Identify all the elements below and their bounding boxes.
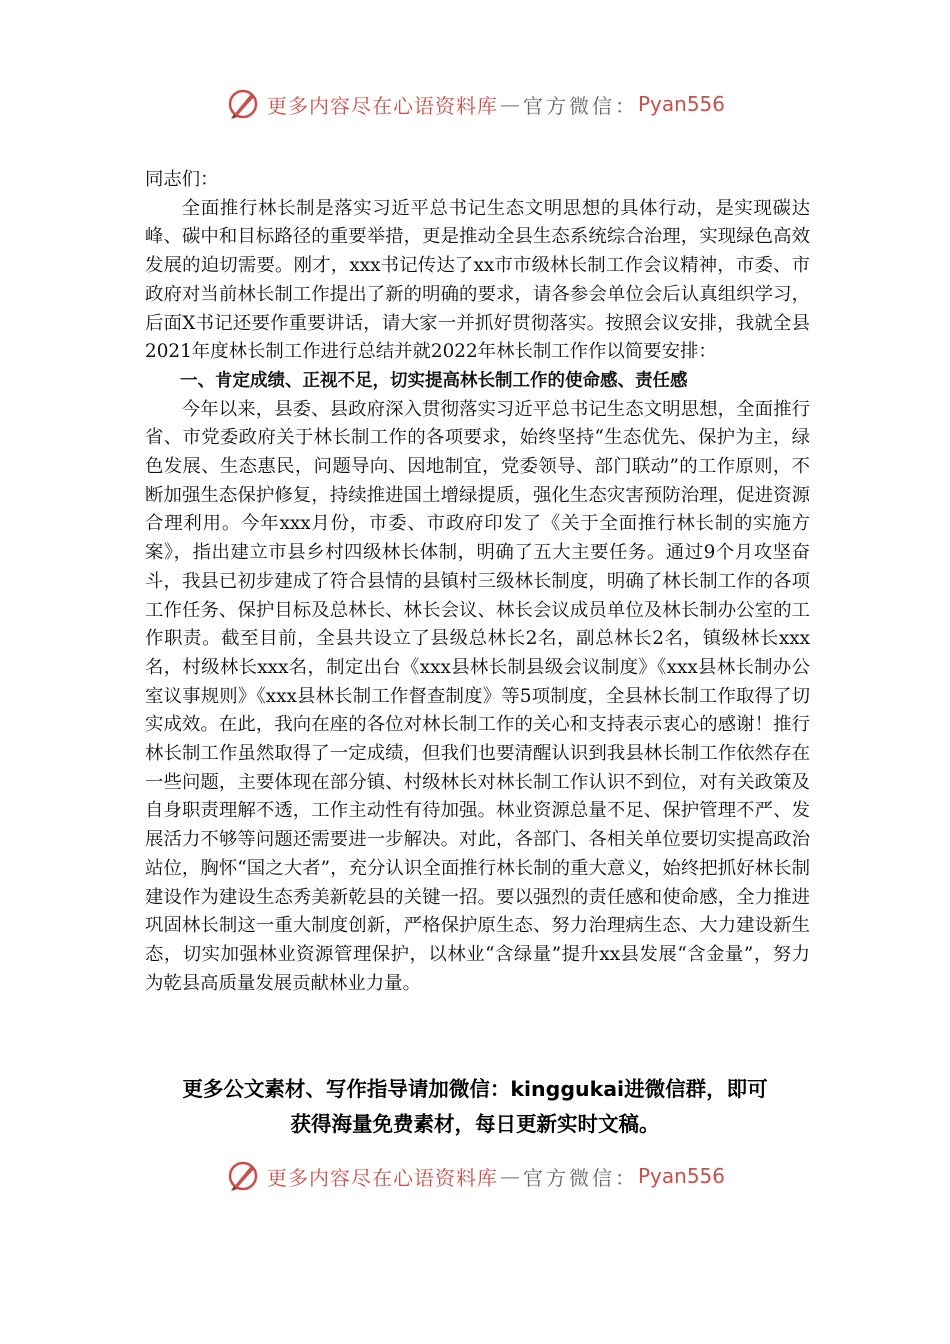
section-heading-1: 一、肯定成绩、正视不足，切实提高林长制工作的使命感、责任感: [180, 370, 688, 391]
banner-brand-text: 更多内容尽在心语资料库: [266, 93, 498, 118]
pen-circle-logo-icon: [225, 86, 261, 122]
promo-line-1: 更多公文素材、写作指导请加微信：kinggukai进微信群，即可: [182, 1077, 768, 1101]
banner-wechat-id: Pyan556: [637, 92, 725, 116]
promo-notice: [120, 1072, 830, 1142]
banner-dash: —: [499, 1164, 521, 1188]
banner-official-text: 官方微信：: [522, 1165, 638, 1190]
salutation: 同志们：: [145, 169, 219, 190]
banner-wechat-id: Pyan556: [637, 1164, 725, 1188]
banner-dash: —: [499, 92, 521, 116]
banner-official-text: 官方微信：: [522, 93, 638, 118]
intro-paragraph: 全面推行林长制是落实习近平总书记生态文明思想的具体行动，是实现碳达峰、碳中和目标路径的重要举措，更是推动全县生态系统综合治理，实现绿色高效发展的迫切需要。刚才，xxx书记传达了xx市市级林长制工作会议精神，市委、市政府对当前林长制工作提出了新的明确的要求，请各参会单位会后认真组织学习，后面X书记还要作重要讲话，请大家一并抓好贯彻落实。按照会议安排，我就全县2021年度林长制工作进行总结并就2022年林长制工作作以简要安排：: [145, 197, 810, 363]
document-body: [145, 166, 810, 998]
banner-brand-text: 更多内容尽在心语资料库: [266, 1165, 498, 1190]
header-watermark-banner: [0, 84, 950, 124]
section-paragraph-1: 今年以来，县委、县政府深入贯彻落实习近平总书记生态文明思想，全面推行省、市党委政府关于林长制工作的各项要求，始终坚持“生态优先、保护为主，绿色发展、生态惠民，问题导向、因地制宜，党委领导、部门联动”的工作原则，不断加强生态保护修复，持续推进国土增绿提质，强化生态灾害预防治理，促进资源合理利用。今年xxx月份，市委、市政府印发了《关于全面推行林长制的实施方案》，指出建立市县乡村四级林长体制，明确了五大主要任务。通过9个月攻坚奋斗，我县已初步建成了符合县情的县镇村三级林长制度，明确了林长制工作的各项工作任务、保护目标及总林长、林长会议、林长会议成员单位及林长制办公室的工作职责。截至目前，全县共设立了县级总林长2名，副总林长2名，镇级林长xxx名，村级林长xxx名，制定出台《xxx县林长制县级会议制度》《xxx县林长制办公室议事规则》《xxx县林长制工作督查制度》等5项制度，全县林长制工作取得了切实成效。在此，我向在座的各位对林长制工作的关心和支持表示衷心的感谢！推行林长制工作虽然取得了一定成绩，但我们也要清醒认识到我县林长制工作依然存在一些问题，主要体现在部分镇、村级林长对林长制工作认识不到位，对有关政策及自身职责理解不透，工作主动性有待加强。林业资源总量不足、保护管理不严、发展活力不够等问题还需要进一步解决。对此，各部门、各相关单位要切实提高政治站位，胸怀“国之大者”，充分认识全面推行林长制的重大意义，始终把抓好林长制建设作为建设生态秀美新乾县的关键一招。要以强烈的责任感和使命感，全力推进巩固林长制这一重大制度创新，严格保护原生态、努力治理病生态、大力建设新生态，切实加强林业资源管理保护，以林业“含绿量”提升xx县发展“含金量”，努力为乾县高质量发展贡献林业力量。: [145, 398, 810, 994]
footer-watermark-banner: [0, 1156, 950, 1196]
pen-circle-logo-icon: [225, 1158, 261, 1194]
promo-line-2: 获得海量免费素材，每日更新实时文稿。: [290, 1112, 660, 1136]
